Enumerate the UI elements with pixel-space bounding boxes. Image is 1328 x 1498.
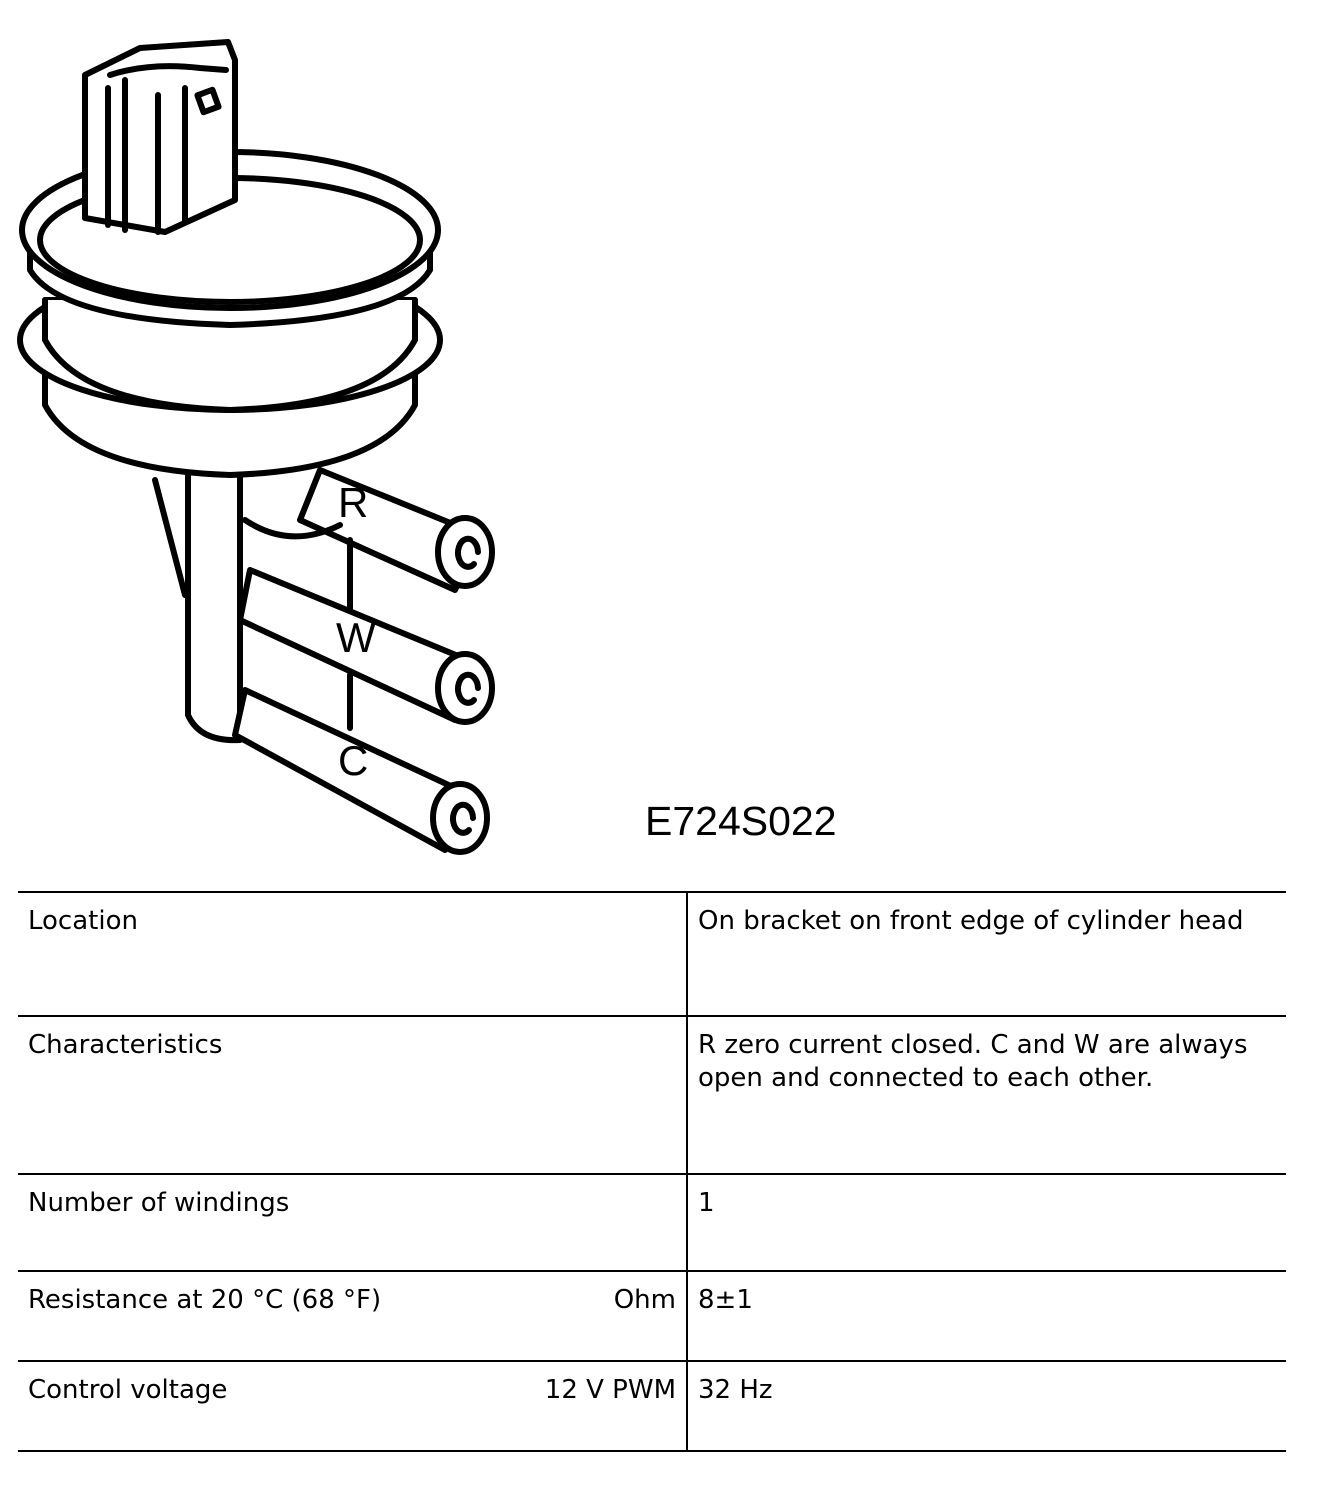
solenoid-valve-illustration — [0, 0, 640, 870]
spec-label: Resistance at 20 °C (68 °F) — [28, 1285, 382, 1315]
spec-label: Characteristics — [28, 1030, 223, 1060]
spec-unit: Ohm — [613, 1285, 676, 1315]
spec-label: Number of windings — [28, 1188, 290, 1218]
table-row — [18, 1174, 1286, 1271]
table-row — [18, 1361, 1286, 1451]
spec-value: 1 — [698, 1188, 715, 1218]
figure-code: E724S022 — [645, 798, 837, 844]
port-label-c: C — [338, 737, 369, 784]
spec-value: 8±1 — [698, 1285, 753, 1315]
table-row — [18, 1016, 1286, 1174]
table-row — [18, 892, 1286, 1016]
spec-value: R zero current closed. C and W are always open and connected to each other. — [698, 1030, 1248, 1093]
spec-label: Control voltage — [28, 1375, 228, 1405]
spec-value: On bracket on front edge of cylinder head — [698, 906, 1244, 936]
port-label-w: W — [336, 614, 376, 661]
spec-value: 32 Hz — [698, 1375, 773, 1405]
spec-unit: 12 V PWM — [544, 1375, 676, 1405]
table-row — [18, 1271, 1286, 1361]
spec-table — [18, 891, 1286, 1452]
spec-label: Location — [28, 906, 138, 936]
port-label-r: R — [338, 479, 369, 526]
